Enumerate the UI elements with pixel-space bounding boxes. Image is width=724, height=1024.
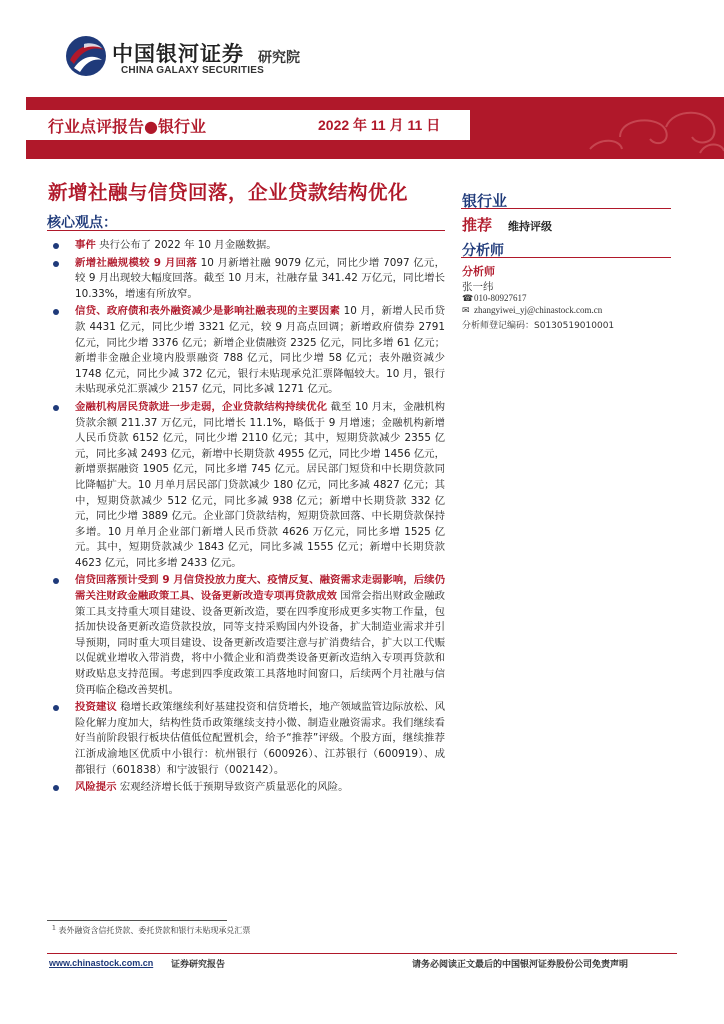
bullet-text: 稳增长政策继续利好基建投资和信贷增长，地产领域监管边际放松、风险化解力度加大，结构性货币政策继续支持小微、制造业融资需求。我们继续看好当前阶段银行板块估值低位配置机会，给予“推荐”评级。个股方面，继续推荐江浙成渝地区优质中小银行：杭州银行（600926）、江苏银行（600919）、成都银行（601838）和宁波银行（002142）。 (75, 701, 446, 776)
footnote-divider (47, 920, 227, 921)
footnote-text: 表外融资含信托贷款、委托贷款和银行未贴现承兑汇票 (58, 926, 251, 935)
bullet-lead: 新增社融规模较 9 月回落 (75, 256, 198, 269)
report-type: 行业点评报告●银行业 (48, 117, 206, 136)
bullet-text: 国常会指出财政金融政策工具支持重大项目建设、设备更新改造，要在四季度形成更多实物工作量，包括加快设备更新改造贷款投放，同等支持采购国内外设备，扩大制造业需求并引导预期，同时重大项目建设、设备更新改造要注意与扩消费结合，扩大以工代赈以促就业增收入带消费，将中小微企业和消费类设备更新改造纳入专项再贷款和财政贴息支持范围。考虑到四季度政策工具落地时间窗口，后续两个月社融与信贷再临企稳改善契机。 (75, 590, 445, 696)
rating-note: 维持评级 (508, 220, 552, 233)
bullet-lead: 信贷、政府债和表外融资减少是影响社融表现的主要因素 (75, 305, 341, 318)
sidebar-industry: 银行业 (462, 192, 508, 210)
bullet-lead: 风险提示 (75, 781, 117, 794)
core-view-label: 核心观点： (47, 215, 117, 231)
footer-divider (47, 953, 677, 954)
list-item (47, 780, 445, 796)
logo-english-name: CHINA GALAXY SECURITIES (121, 65, 264, 76)
bullet-text: 宏观经济增长低于预期导致资产质量恶化的风险。 (116, 781, 349, 794)
galaxy-logo-icon (64, 34, 108, 78)
logo-chinese-name: 中国银河证券 (112, 41, 244, 66)
report-date: 2022 年 11 月 11 日 (318, 117, 441, 133)
bullet-dot-icon (53, 705, 59, 711)
phone-icon: ☎ (462, 293, 474, 303)
analyst-phone (462, 293, 527, 304)
bullet-dot-icon (53, 405, 59, 411)
analyst-name: 张一纬 (462, 281, 494, 293)
list-item (47, 400, 445, 572)
sidebar-divider (461, 208, 671, 209)
list-item (47, 256, 445, 303)
footnote-mark: 1 (52, 924, 56, 932)
bullet-dot-icon (53, 309, 59, 315)
footer-disclaimer: 请务必阅读正文最后的中国银河证券股份公司免责声明 (412, 960, 629, 970)
list-item (47, 304, 445, 398)
list-item (47, 573, 445, 698)
bullet-text: 央行公布了 2022 年 10 月金融数据。 (95, 239, 277, 251)
footnote (52, 925, 250, 936)
rating-badge: 推荐 (462, 216, 493, 234)
bullet-dot-icon (53, 261, 59, 267)
bullet-dot-icon (53, 785, 59, 791)
bullet-text: 10 月，新增人民币贷款 4431 亿元，同比少增 3321 亿元，较 9 月高点回调；新增政府债券 2791 亿元，同比少增 3376 亿元；新增企业债融资 2325 亿元，同比多增 61 亿元；新增非金融企业境内股票融资 788 亿元，同比少增 58 亿元；表外融资减少 1748 亿元，同比少减 372 亿元，银行未贴现承兑汇票降幅较大。10 月，银行未贴现承兑汇票减少 2157 亿元，同比多减 1271 亿元。 (75, 305, 446, 396)
bullet-lead: 信贷回落预计受到 9 月信贷投放力度大、疫情反复、融资需求走弱影响，后续仍需关注财政金融政策工具、设备更新改造专项再贷款成效 (75, 574, 445, 603)
bullet-lead: 金融机构居民贷款进一步走弱，企业贷款结构持续优化 (75, 400, 328, 413)
website-link[interactable]: www.chinastock.com.cn (49, 958, 154, 968)
bullet-lead: 事件 (75, 239, 96, 251)
list-item (47, 700, 445, 778)
analyst-heading: 分析师 (462, 243, 504, 259)
key-points-list (47, 238, 445, 798)
analyst-email[interactable] (462, 305, 602, 316)
bullet-text: 截至 10 月末，金融机构贷款余额 211.37 万亿元，同比增长 11.1%，略低于 9 月增速；金融机构新增人民币贷款 6152 亿元，同比少增 2110 亿元；其中，短期贷款减少 2355 亿元，同比多减 2493 亿元，新增中长期贷款 4955 亿元，同比少增 1456 亿元，新增票据融资 1905 亿元，同比多增 745 亿元。居民部门短贷和中长期贷款同比降幅扩大。10 月单月居民部门贷款减少 180 亿元，同比多减 4827 亿元；其中，短期贷款减少 512 亿元，同比多减 938 亿元；新增中长期贷款 332 亿元，同比少增 3889 亿元。企业部门贷款结构，短期贷款回落、中长期贷款保持多增。10 月单月企业部门新增人民币贷款 4626 万亿元，同比多增 1525 亿元。其中，短期贷款减少 1843 亿元，同比多减 1555 亿元；新增中长期贷款 4623 亿元，同比多增 2433 亿元。 (75, 400, 445, 569)
bullet-text: 10 月新增社融 9079 亿元，同比少增 7097 亿元，较 9 月出现较大幅度回落。截至 10 月末，社融存量 341.42 万亿元，同比增长 10.33%，增速有所放窄。 (75, 256, 445, 300)
cloud-pattern-icon (470, 97, 724, 159)
bullet-dot-icon (53, 243, 59, 249)
institute-label: 研究院 (258, 50, 300, 66)
bullet-dot-icon (53, 578, 59, 584)
list-item (47, 238, 445, 254)
section-divider (47, 230, 445, 231)
analyst-subheading: 分析师 (462, 265, 495, 278)
email-link[interactable]: zhangyiwei_yj@chinastock.com.cn (474, 305, 603, 315)
envelope-icon: ✉ (462, 305, 470, 315)
page-title: 新增社融与信贷回落，企业贷款结构优化 (48, 181, 409, 204)
analyst-license: 分析师登记编码：S0130519010001 (462, 321, 615, 331)
phone-text: 010-80927617 (474, 293, 527, 303)
bullet-lead: 投资建议 (75, 701, 117, 714)
sidebar-divider (461, 257, 671, 258)
footer-label: 证券研究报告 (171, 960, 226, 970)
